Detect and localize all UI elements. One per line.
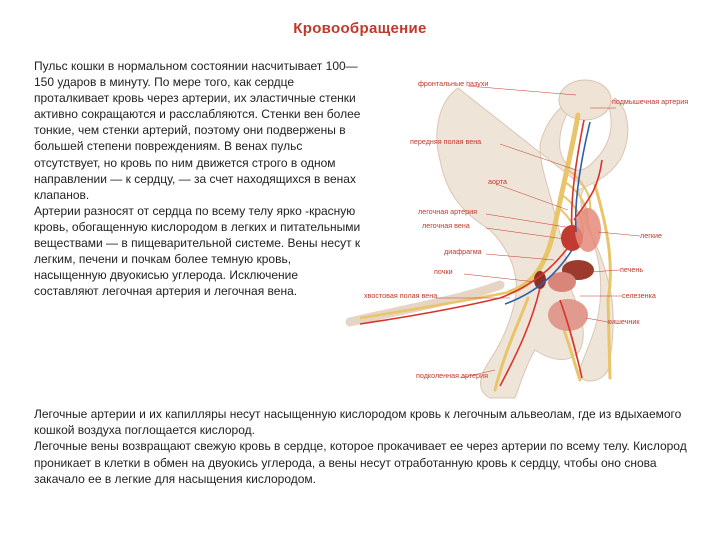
label-lungs: легкие <box>640 231 662 240</box>
label-spleen: селезенка <box>622 291 656 300</box>
cat-head <box>559 80 611 120</box>
paragraph: Легочные артерии и их капилляры несут насыщенную кислородом кровь к легочным альвеолам, где из вдыхаемого кошкой воздуха поглощается кислород. <box>34 407 682 438</box>
cat-body <box>437 88 628 398</box>
lungs <box>575 208 601 252</box>
label-kidneys: почки <box>434 267 453 276</box>
bottom-text-block <box>34 406 704 487</box>
label-intestine: кишечник <box>608 317 640 326</box>
page-title: Кровообращение <box>293 20 427 37</box>
cat-circulatory-illustration <box>340 60 715 410</box>
label-liver: печень <box>620 265 644 274</box>
label-aorta: аорта <box>488 177 508 186</box>
label-popliteal-artery: подколенная артерия <box>416 371 488 380</box>
label-axillary-artery: подмышечная артерия <box>612 97 689 106</box>
label-posterior-vena-cava: хвостовая полая вена <box>364 291 438 300</box>
label-pulmonary-artery: легочная артерия <box>418 207 478 216</box>
label-diaphragm: диафрагма <box>444 247 482 256</box>
paragraph: Легочные вены возвращают свежую кровь в сердце, которое прокачивает ее через артерии по всему телу. Кислород проникает в клетки в обмен на двуокись углерода, а вены несут отработанную кровь к сердцу, чтобы оно снова закачало ее в легкие для насыщения кислородом. <box>34 439 687 486</box>
left-text-block <box>34 58 364 299</box>
label-anterior-vena-cava: передняя полая вена <box>410 137 482 146</box>
label-frontal-sinus: фронтальные пазухи <box>418 79 489 88</box>
label-pulmonary-vein: легочная вена <box>422 221 470 230</box>
paragraph: Артерии разносят от сердца по всему телу ярко -красную кровь, обогащенную кислородом в легких и питательными веществами — в пищеварительной системе. Вены несут к легким, печени и почкам более темную кровь, насыщенную двуокисью углерода. Исключение составляют легочная артерия и легочная вена. <box>34 203 361 299</box>
paragraph: Пульс кошки в нормальном состоянии насчитывает 100—150 ударов в минуту. По мере того, как сердце проталкивает кровь через артерии, их эластичные стенки активно сокращаются и расслабляются. Стенки вен более тонкие, чем стенки артерий, поэтому они подвержены в большей степени повреждениям. В венах пульс отсутствует, но кровь по ним движется строго в одном направлении — к сердцу, — за счет находящихся в венах клапанов. <box>34 59 361 202</box>
